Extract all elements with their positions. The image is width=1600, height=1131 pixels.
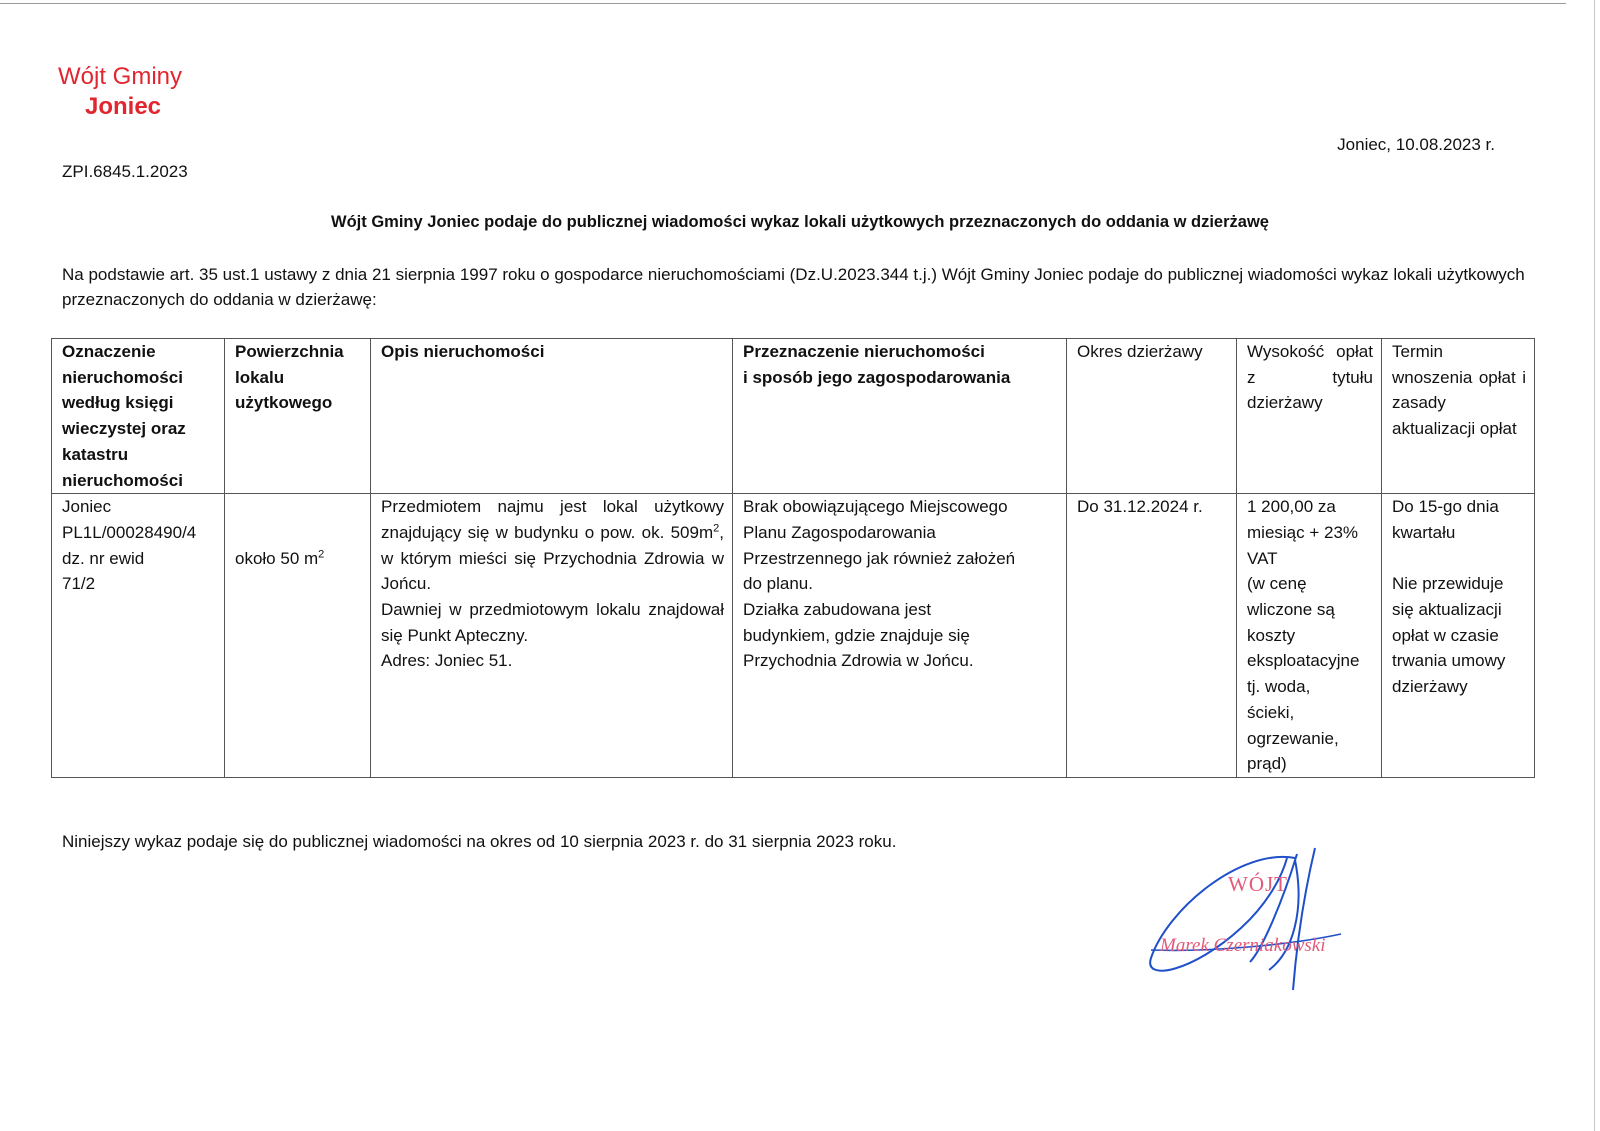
description-address: Adres: Joniec 51. (381, 651, 513, 671)
document-title: Wójt Gminy Joniec podaje do publicznej wiadomości wykaz lokali użytkowych przeznaczonych do oddania w dzierżawę (331, 213, 1269, 231)
area-value: około 50 m (235, 548, 319, 568)
header-designation-line: katastru (62, 444, 129, 464)
property-table (51, 338, 1535, 778)
header-purpose-line: Przeznaczenie nieruchomości (743, 342, 985, 361)
closing-statement: Niniejszy wykaz podaje się do publicznej wiadomości na okres od 10 sierpnia 2023 r. do 31 sierpnia 2023 roku. (62, 832, 897, 851)
header-designation-line: nieruchomości (62, 367, 183, 387)
fee-line: tj. woda, (1247, 677, 1311, 697)
purpose-line: Przychodnia Zdrowia w Jońcu. (743, 651, 974, 671)
designation-line: dz. nr ewid (62, 548, 145, 568)
fee-line: koszty (1247, 625, 1296, 645)
designation-line: Joniec (62, 497, 112, 517)
table-header-row (52, 339, 1535, 494)
header-period: Okres dzierżawy (1067, 339, 1237, 494)
header-designation-line: Oznaczenie (62, 342, 156, 361)
purpose-line: Brak obowiązującego Miejscowego (743, 497, 1008, 517)
fee-line: prąd) (1247, 754, 1287, 774)
header-designation-line: wieczystej oraz (62, 419, 186, 439)
description-superscript: 2 (713, 522, 720, 535)
cell-fee (1237, 494, 1382, 778)
terms-update: Nie przewiduje się aktualizacji opłat w czasie trwania umowy dzierżawy (1392, 574, 1506, 697)
designation-line: 71/2 (62, 574, 96, 594)
seal-title: WÓJT (1228, 872, 1288, 896)
purpose-line: Przestrzennego jak również założeń (743, 548, 1016, 568)
description-former-use: Dawniej w przedmiotowym lokalu znajdował się Punkt Apteczny. (381, 600, 724, 645)
designation-line: PL1L/00028490/4 (62, 522, 197, 542)
header-terms: Termin wnoszenia opłat i zasady aktualizacji opłat (1382, 339, 1535, 494)
purpose-line: Planu Zagospodarowania (743, 522, 936, 542)
fee-line: (w cenę (1247, 574, 1307, 594)
fee-line: miesiąc + 23% (1247, 522, 1359, 542)
header-area-line: Powierzchnia (235, 342, 344, 361)
description-text-cont: , w którym mieści się Przychodnia Zdrowia w Jońcu. (381, 522, 724, 594)
right-border-line (1594, 0, 1595, 1131)
fee-line: VAT (1247, 548, 1278, 568)
fee-line: eksploatacyjne (1247, 651, 1360, 671)
header-area-line: lokalu (235, 367, 285, 387)
area-superscript: 2 (318, 547, 325, 560)
header-purpose-line: i sposób jego zagospodarowania (743, 367, 1011, 387)
header-purpose (733, 339, 1067, 494)
seal-name: Marek Czerniakowski (1160, 935, 1326, 956)
terms-payment: Do 15-go dnia kwartału (1392, 497, 1499, 542)
cell-terms (1382, 494, 1535, 778)
header-fee: Wysokość opłat z tytułu dzierżawy (1237, 339, 1382, 494)
office-stamp (58, 62, 182, 122)
document-date: Joniec, 10.08.2023 r. (1337, 135, 1495, 154)
cell-purpose (733, 494, 1067, 778)
fee-line: ścieki, (1247, 702, 1295, 722)
reference-number: ZPI.6845.1.2023 (62, 162, 188, 181)
cell-area (225, 494, 371, 778)
fee-line: wliczone są (1247, 600, 1335, 620)
purpose-line: do planu. (743, 574, 813, 594)
header-designation-line: według księgi (62, 393, 174, 413)
purpose-line: budynkiem, gdzie znajduje się (743, 625, 970, 645)
cell-description (371, 494, 733, 778)
header-area-line: użytkowego (235, 393, 333, 413)
header-description: Opis nieruchomości (371, 339, 733, 494)
stamp-line-1: Wójt Gminy (58, 63, 183, 90)
header-designation-line: nieruchomości (62, 470, 183, 490)
description-text: Przedmiotem najmu jest lokal użytkowy znajdujący się w budynku o pow. ok. 509m (381, 497, 724, 542)
cell-designation (52, 494, 225, 778)
handwritten-signature (1145, 840, 1395, 1000)
purpose-line: Działka zabudowana jest (743, 600, 932, 620)
fee-line: 1 200,00 za (1247, 497, 1336, 517)
intro-paragraph: Na podstawie art. 35 ust.1 ustawy z dnia 21 sierpnia 1997 roku o gospodarce nieruchomościami (Dz.U.2023.344 t.j.) Wójt Gminy Joniec podaje do publicznej wiadomości wykaz lokali użytkowych przeznaczonych do oddania w dzierżawę: (62, 265, 1525, 309)
header-area (225, 339, 371, 494)
fee-line: ogrzewanie, (1247, 728, 1339, 748)
top-border-line (0, 3, 1566, 4)
table-row (52, 494, 1535, 778)
stamp-line-2: Joniec (85, 93, 162, 120)
cell-period: Do 31.12.2024 r. (1067, 494, 1237, 778)
header-designation (52, 339, 225, 494)
